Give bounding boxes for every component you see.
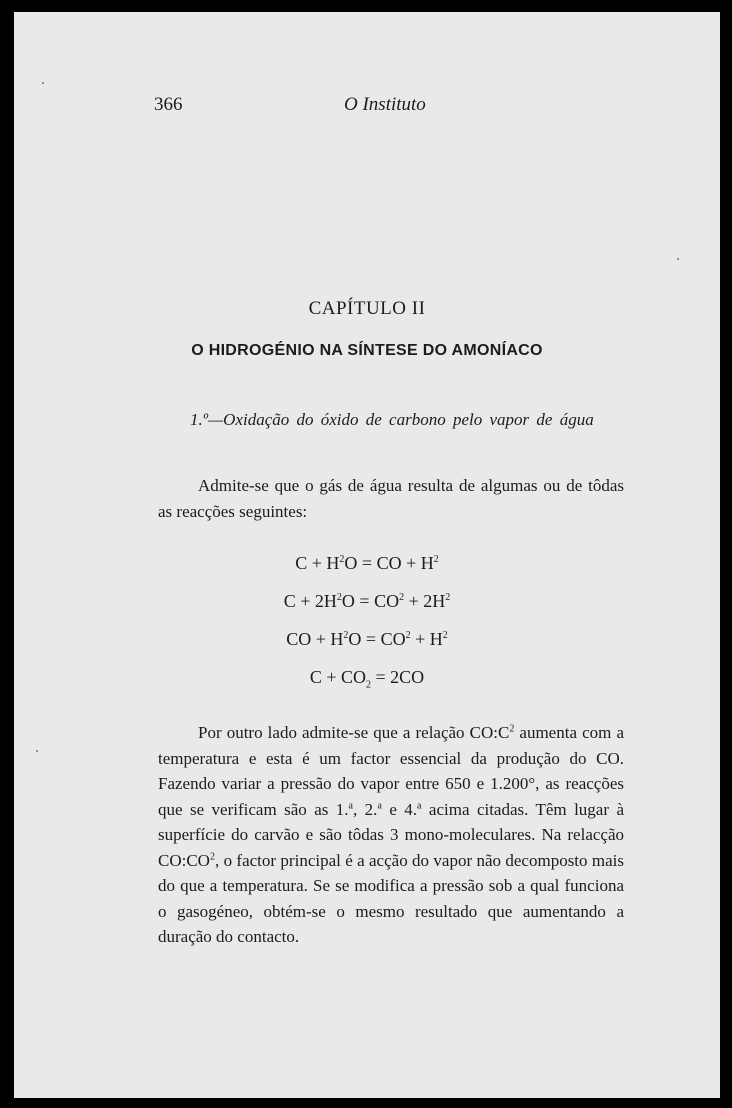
- journal-title: O Instituto: [344, 94, 426, 115]
- running-head: [14, 94, 720, 118]
- section-heading-text: —Oxidação do óxido de carbono pelo vapor de água: [208, 410, 594, 429]
- section-heading: [190, 410, 620, 430]
- section-number: 1.º: [190, 410, 209, 429]
- print-speck: [36, 750, 38, 752]
- equation-list: [14, 544, 720, 696]
- equation-3: CO + $H^2O = CO^2 + H^2$: [286, 629, 448, 649]
- page-number: 366: [154, 94, 183, 115]
- chapter-title: O HIDROGÉNIO NA SÍNTESE DO AMONÍACO: [191, 342, 543, 359]
- equation-1: $C + H^2O$ = CO + $H^2$: [295, 553, 439, 573]
- print-speck: [677, 258, 679, 260]
- intro-paragraph: Admite-se que o gás de água resulta de algumas ou de tôdas as reacções seguintes:: [158, 476, 624, 521]
- equation-4: $C + CO_2 = 2CO$: [309, 667, 425, 691]
- body-paragraph: Por outro lado admite-se que a relação $CO:C^2$ aumenta com a temperatura e esta é um factor essencial da produção do CO. Fazendo variar a pressão do vapor entre 650 e 1.200°, as reacções que se verificam são as 1.$^a$, 2.$^a$ e 4.$^a$ acima citadas. Têm lugar à superfície do carvão e são tôdas 3 mono-moleculares. Na relacção $CO:CO^2$, o factor principal é a acção do vapor não decomposto mais do que a temperatura. Se se modifica a pressão sob a qual funciona o gasogéneo, obtém-se o mesmo resultado que aumentando a duração do contacto.: [158, 723, 624, 946]
- chapter-label: CAPÍTULO II: [308, 298, 426, 319]
- print-speck: [42, 82, 44, 84]
- equation-2: $C + 2H^2O = CO^2 + 2H^2$: [283, 591, 451, 611]
- book-page: [14, 12, 720, 1098]
